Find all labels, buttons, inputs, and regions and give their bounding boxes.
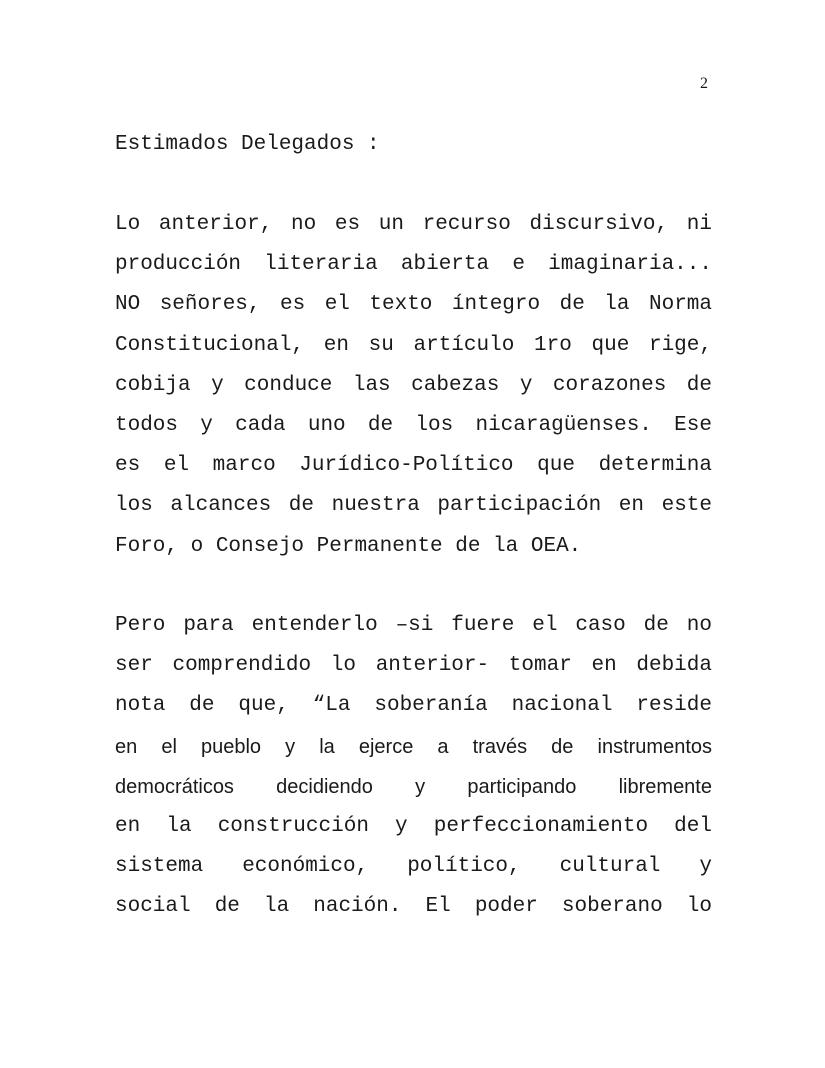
- text-line: todos y cada uno de los nicaragüenses. Ese: [115, 413, 712, 437]
- salutation: Estimados Delegados :: [115, 133, 380, 156]
- page-number: 2: [700, 75, 708, 92]
- text-line: Lo anterior, no es un recurso discursivo, ni: [115, 213, 712, 236]
- text-line: sistema económico, político, cultural y: [115, 855, 712, 879]
- text-line: en la construcción y perfeccionamiento del: [115, 814, 712, 838]
- text-line: NO señores, es el texto íntegro de la Norma: [115, 293, 712, 317]
- text-line: es el marco Jurídico-Político que determina: [115, 454, 712, 478]
- paragraph-sovereignty: [115, 612, 712, 934]
- paragraph-constitutional-text: [115, 211, 712, 573]
- text-line: nota de que, “La soberanía nacional reside: [115, 694, 712, 718]
- text-line: Constitucional, en su artículo 1ro que rige,: [115, 333, 712, 357]
- text-line: Foro, o Consejo Permanente de la OEA.: [115, 534, 582, 558]
- text-line: en el pueblo y la ejerce a través de instrumentos: [115, 735, 712, 758]
- text-line: producción literaria abierta e imaginaria...: [115, 253, 712, 277]
- text-line: social de la nación. El poder soberano lo: [115, 895, 712, 919]
- text-line: democráticos decidiendo y participando libremente: [115, 775, 712, 798]
- text-line: Pero para entenderlo –si fuere el caso de no: [115, 614, 712, 637]
- text-line: ser comprendido lo anterior- tomar en debida: [115, 654, 712, 678]
- text-line: cobija y conduce las cabezas y corazones de: [115, 373, 712, 397]
- text-line: los alcances de nuestra participación en este: [115, 494, 712, 518]
